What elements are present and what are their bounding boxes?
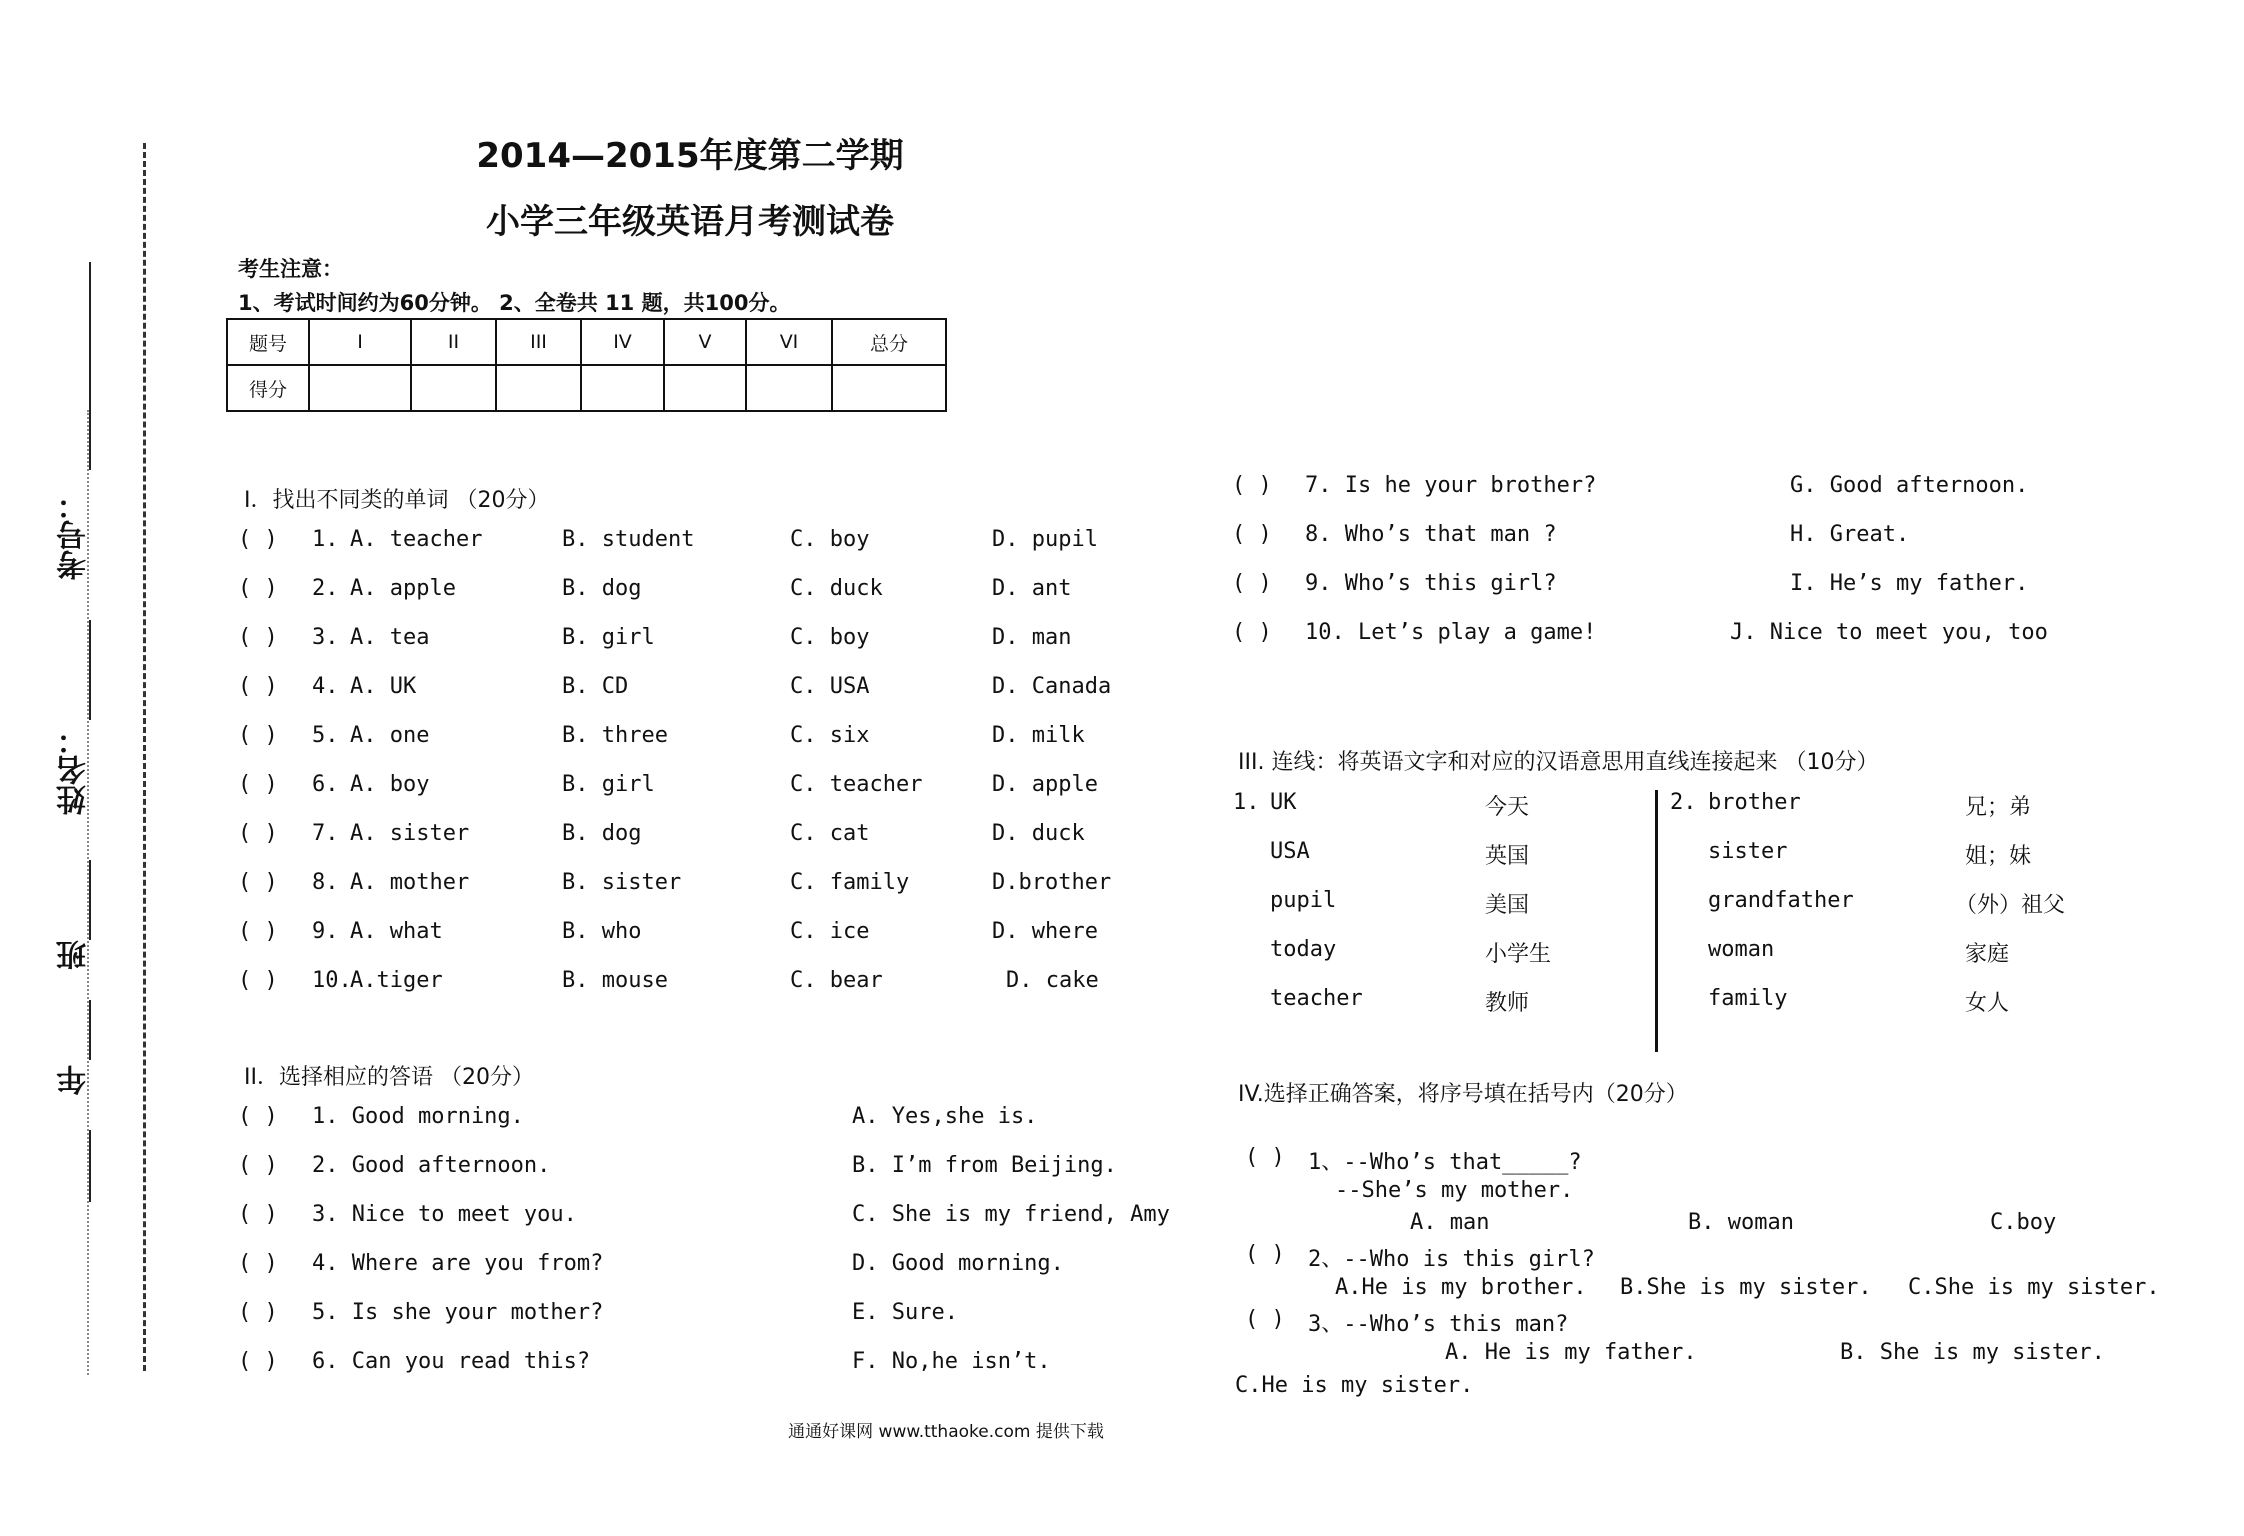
matching-question: 9. Who’s this girl? xyxy=(1305,571,1557,596)
answer-paren[interactable]: ( ) xyxy=(1245,1145,1285,1170)
option-a: A. boy xyxy=(350,772,430,797)
match-english-word: brother xyxy=(1708,790,1801,815)
answer-paren[interactable]: ( ) xyxy=(1232,620,1272,645)
matching-question: 4. Where are you from? xyxy=(312,1251,604,1276)
matching-question: 2. Good afternoon. xyxy=(312,1153,551,1178)
matching-answer: G. Good afternoon. xyxy=(1790,473,2029,498)
score-cell[interactable] xyxy=(581,365,664,411)
option-b: B. CD xyxy=(562,674,629,699)
answer-paren[interactable]: ( ) xyxy=(238,1349,278,1374)
option-a: A. teacher xyxy=(350,527,483,552)
matching-question: 5. Is she your mother? xyxy=(312,1300,604,1325)
option-c: C. boy xyxy=(790,625,870,650)
option-a: A. mother xyxy=(350,870,470,895)
match-english-word: UK xyxy=(1270,790,1297,815)
s4-question-3: 3、--Who’s this man? xyxy=(1308,1312,1569,1337)
option-c: C. USA xyxy=(790,674,870,699)
question-number: 9. xyxy=(312,919,339,944)
question-number: 5. xyxy=(312,723,339,748)
s4-question-1: 1、--Who’s that_____? xyxy=(1308,1150,1582,1175)
option-c: C. boy xyxy=(790,527,870,552)
score-cell[interactable] xyxy=(664,365,746,411)
name-field xyxy=(52,725,98,815)
question-number: 10. xyxy=(312,968,352,993)
matching-question: 8. Who’s that man ? xyxy=(1305,522,1557,547)
answer-paren[interactable]: ( ) xyxy=(238,527,278,552)
footer-source: 通通好课网 www.tthaoke.com 提供下载 xyxy=(788,1422,1104,1442)
s4-q2-option-b: B.She is my sister. xyxy=(1620,1275,1872,1300)
score-table xyxy=(226,318,947,412)
matching-answer: H. Great. xyxy=(1790,522,1910,547)
grade-label: 年 xyxy=(57,1065,92,1095)
answer-paren[interactable]: ( ) xyxy=(238,576,278,601)
s4-q2-option-c: C.She is my sister. xyxy=(1908,1275,2160,1300)
score-header-cell: I xyxy=(309,319,411,365)
option-b: B. mouse xyxy=(562,968,668,993)
option-d: D. ant xyxy=(992,576,1072,601)
matching-question: 1. Good morning. xyxy=(312,1104,524,1129)
exam-no-field xyxy=(52,490,98,580)
answer-paren[interactable]: ( ) xyxy=(1245,1307,1285,1332)
option-c: C. six xyxy=(790,723,870,748)
question-number: 3. xyxy=(312,625,339,650)
question-number: 6. xyxy=(312,772,339,797)
match-english-word: pupil xyxy=(1270,888,1337,913)
matching-answer: A. Yes,she is. xyxy=(852,1104,1038,1129)
option-a: A. what xyxy=(350,919,443,944)
option-c: C. teacher xyxy=(790,772,923,797)
option-d: D. apple xyxy=(992,772,1098,797)
exam-no-label: 考号： xyxy=(57,490,92,580)
s4-q1-option-c: C.boy xyxy=(1990,1210,2057,1235)
score-cell[interactable] xyxy=(411,365,496,411)
page-title: 2014—2015年度第二学期 xyxy=(476,136,904,176)
match-chinese-word: 女人 xyxy=(1965,991,2010,1016)
matching-question: 7. Is he your brother? xyxy=(1305,473,1597,498)
group2-number: 2. xyxy=(1670,790,1697,815)
s4-question-2: 2、--Who is this girl? xyxy=(1308,1247,1595,1272)
grade-blank-line xyxy=(89,1000,91,1060)
answer-paren[interactable]: ( ) xyxy=(238,1153,278,1178)
option-d: D.brother xyxy=(992,870,1112,895)
match-english-word: grandfather xyxy=(1708,888,1854,913)
section4-title: IV.选择正确答案，将序号填在括号内（20分） xyxy=(1238,1082,1688,1107)
answer-paren[interactable]: ( ) xyxy=(238,772,278,797)
notice-heading: 考生注意： xyxy=(238,257,343,281)
score-header-cell: 总分 xyxy=(832,319,946,365)
grade-field xyxy=(52,1065,98,1095)
option-d: D. pupil xyxy=(992,527,1098,552)
score-cell[interactable] xyxy=(496,365,581,411)
answer-paren[interactable]: ( ) xyxy=(238,1300,278,1325)
matching-answer: C. She is my friend, Amy xyxy=(852,1202,1170,1227)
score-table-score-row xyxy=(227,365,946,411)
matching-answer: D. Good morning. xyxy=(852,1251,1064,1276)
matching-divider xyxy=(1655,790,1658,1052)
option-a: A. one xyxy=(350,723,430,748)
answer-paren[interactable]: ( ) xyxy=(238,1251,278,1276)
answer-paren[interactable]: ( ) xyxy=(238,968,278,993)
matching-answer: F. No,he isn’t. xyxy=(852,1349,1051,1374)
matching-answer: J. Nice to meet you, too xyxy=(1730,620,2048,645)
exam-no-blank-line xyxy=(89,262,91,470)
answer-paren[interactable]: ( ) xyxy=(238,723,278,748)
match-chinese-word: 家庭 xyxy=(1965,942,2010,967)
class-field xyxy=(52,940,98,970)
answer-paren[interactable]: ( ) xyxy=(1245,1242,1285,1267)
s4-q1-option-b: B. woman xyxy=(1688,1210,1794,1235)
option-a: A. UK xyxy=(350,674,417,699)
matching-answer: B. I’m from Beijing. xyxy=(852,1153,1117,1178)
option-b: B. dog xyxy=(562,821,642,846)
matching-answer: I. He’s my father. xyxy=(1790,571,2029,596)
answer-paren[interactable]: ( ) xyxy=(238,1202,278,1227)
match-english-word: sister xyxy=(1708,839,1788,864)
match-chinese-word: 教师 xyxy=(1485,991,1530,1016)
option-b: B. three xyxy=(562,723,668,748)
option-b: B. student xyxy=(562,527,695,552)
match-english-word: family xyxy=(1708,986,1788,1011)
option-b: B. who xyxy=(562,919,642,944)
score-header-cell: VI xyxy=(746,319,832,365)
s4-q3-option-c: C.He is my sister. xyxy=(1235,1373,1474,1398)
match-english-word: woman xyxy=(1708,937,1775,962)
s4-q1-option-a: A. man xyxy=(1410,1210,1490,1235)
match-chinese-word: 美国 xyxy=(1485,893,1530,918)
option-a: A. apple xyxy=(350,576,456,601)
score-table-header-row xyxy=(227,319,946,365)
class-label: 班 xyxy=(57,940,92,970)
question-number: 2. xyxy=(312,576,339,601)
option-a: A. sister xyxy=(350,821,470,846)
s4-q3-option-a: A. He is my father. xyxy=(1445,1340,1697,1365)
notice-text: 1、考试时间约为60分钟。 2、全卷共 11 题，共100分。 xyxy=(238,291,791,315)
option-c: C. cat xyxy=(790,821,870,846)
class-blank-line xyxy=(89,860,91,940)
s4-q3-option-b: B. She is my sister. xyxy=(1840,1340,2105,1365)
s4-question-1-reply: --She’s my mother. xyxy=(1335,1178,1574,1203)
answer-paren[interactable]: ( ) xyxy=(1232,473,1272,498)
score-header-cell: II xyxy=(411,319,496,365)
option-d: D. cake xyxy=(1006,968,1099,993)
option-c: C. family xyxy=(790,870,910,895)
answer-paren[interactable]: ( ) xyxy=(1232,571,1272,596)
answer-paren[interactable]: ( ) xyxy=(238,625,278,650)
score-cell[interactable] xyxy=(746,365,832,411)
match-english-word: teacher xyxy=(1270,986,1363,1011)
option-b: B. girl xyxy=(562,625,655,650)
question-number: 1. xyxy=(312,527,339,552)
answer-paren[interactable]: ( ) xyxy=(238,674,278,699)
match-chinese-word: 英国 xyxy=(1485,844,1530,869)
match-chinese-word: 兄；弟 xyxy=(1965,795,2032,820)
group1-number: 1. xyxy=(1233,790,1260,815)
answer-paren[interactable]: ( ) xyxy=(1232,522,1272,547)
score-header-cell: III xyxy=(496,319,581,365)
option-a: A.tiger xyxy=(350,968,443,993)
option-b: B. girl xyxy=(562,772,655,797)
answer-paren[interactable]: ( ) xyxy=(238,870,278,895)
option-b: B. dog xyxy=(562,576,642,601)
match-chinese-word: （外）祖父 xyxy=(1955,893,2066,918)
answer-paren[interactable]: ( ) xyxy=(238,919,278,944)
match-chinese-word: 今天 xyxy=(1485,795,1530,820)
score-cell[interactable] xyxy=(832,365,946,411)
grade-blank-line-lower xyxy=(89,1130,91,1202)
match-english-word: today xyxy=(1270,937,1337,962)
score-header-cell: IV xyxy=(581,319,664,365)
name-blank-line xyxy=(89,620,91,720)
option-b: B. sister xyxy=(562,870,682,895)
matching-answer: E. Sure. xyxy=(852,1300,958,1325)
binding-dashed-line xyxy=(143,143,146,1371)
option-d: D. milk xyxy=(992,723,1085,748)
question-number: 4. xyxy=(312,674,339,699)
section3-title: III. 连线：将英语文字和对应的汉语意思用直线连接起来 （10分） xyxy=(1238,750,1879,775)
option-a: A. tea xyxy=(350,625,430,650)
score-header-cell: V xyxy=(664,319,746,365)
option-d: D. Canada xyxy=(992,674,1112,699)
answer-paren[interactable]: ( ) xyxy=(238,821,278,846)
question-number: 7. xyxy=(312,821,339,846)
section2-title: II．选择相应的答语 （20分） xyxy=(244,1065,534,1090)
s4-q2-option-a: A.He is my brother. xyxy=(1335,1275,1587,1300)
option-d: D. man xyxy=(992,625,1072,650)
page-subtitle: 小学三年级英语月考测试卷 xyxy=(486,202,894,242)
match-chinese-word: 小学生 xyxy=(1485,942,1552,967)
option-d: D. duck xyxy=(992,821,1085,846)
section1-title: I．找出不同类的单词 （20分） xyxy=(244,488,550,513)
matching-question: 6. Can you read this? xyxy=(312,1349,591,1374)
option-c: C. bear xyxy=(790,968,883,993)
question-number: 8. xyxy=(312,870,339,895)
score-cell[interactable] xyxy=(309,365,411,411)
match-english-word: USA xyxy=(1270,839,1310,864)
option-c: C. duck xyxy=(790,576,883,601)
option-c: C. ice xyxy=(790,919,870,944)
option-d: D. where xyxy=(992,919,1098,944)
matching-question: 10. Let’s play a game! xyxy=(1305,620,1597,645)
name-label: 姓名： xyxy=(57,725,92,815)
score-row-label: 得分 xyxy=(227,365,309,411)
match-chinese-word: 姐；妹 xyxy=(1965,844,2032,869)
matching-question: 3. Nice to meet you. xyxy=(312,1202,577,1227)
answer-paren[interactable]: ( ) xyxy=(238,1104,278,1129)
score-header-cell: 题号 xyxy=(227,319,309,365)
